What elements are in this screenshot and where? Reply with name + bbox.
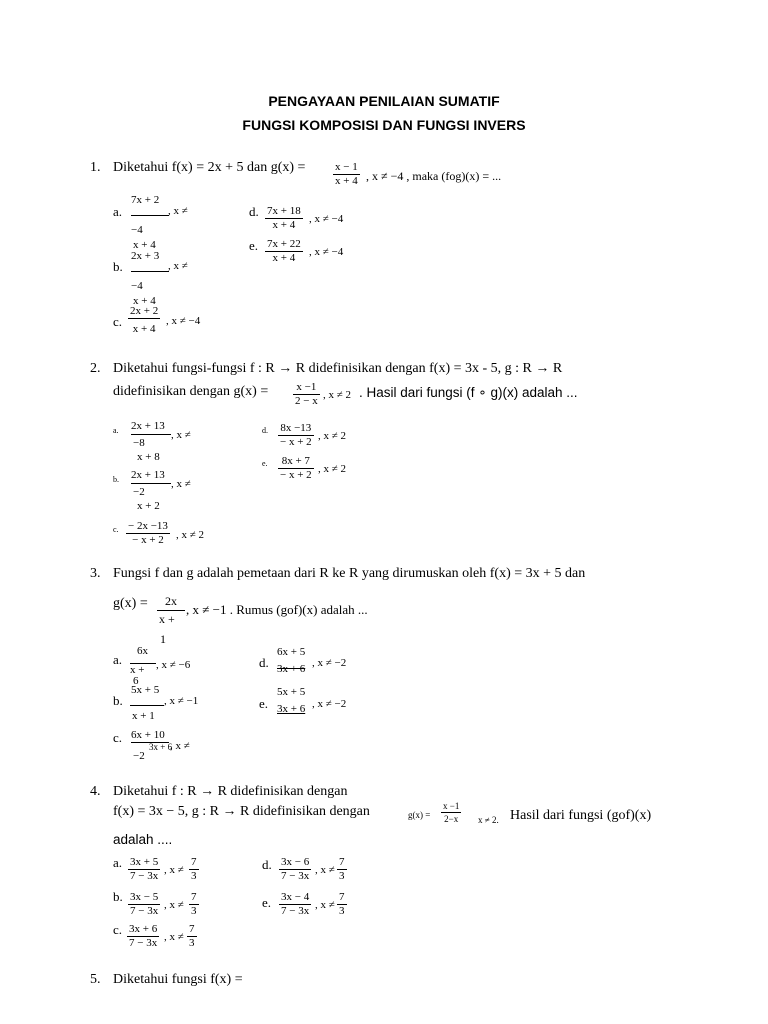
g-fraction xyxy=(441,800,461,825)
page-title: PENGAYAAN PENILAIAN SUMATIF xyxy=(268,93,500,109)
question-stem: Diketahui f : R → R didefinisikan dengan xyxy=(113,784,348,799)
option-fraction xyxy=(265,205,303,232)
option-text: −8 xyxy=(133,437,145,449)
fraction-bar xyxy=(157,610,185,611)
option-condition: , x ≠ −4 xyxy=(309,213,344,225)
numerator: 6x + 5 xyxy=(277,646,306,658)
condition-fraction xyxy=(189,891,199,918)
g-condition: , x ≠ 2 xyxy=(323,389,352,401)
option-label: b. xyxy=(113,693,123,708)
fraction-bar xyxy=(131,483,171,484)
option-condition: , x ≠ −2 xyxy=(312,698,347,710)
option-text: −2 xyxy=(133,750,145,762)
option-label: b. xyxy=(113,889,123,904)
option-fraction xyxy=(127,923,159,950)
option-fraction xyxy=(128,891,160,918)
numerator: x −1 xyxy=(293,381,320,395)
option-fraction xyxy=(279,891,311,918)
question-stem-tail: , x ≠ −1 . Rumus (gof)(x) adalah ... xyxy=(186,602,368,617)
option-condition: , x ≠ xyxy=(315,864,335,876)
option-numerator: 6x xyxy=(137,645,148,657)
question-stem: Fungsi f dan g adalah pemetaan dari R ke R yang dirumuskan oleh f(x) = 3x + 5 dan xyxy=(113,566,586,581)
option-label: d. xyxy=(259,655,269,670)
g-fraction xyxy=(333,161,360,188)
numerator: 8x + 7 xyxy=(278,455,314,469)
option-fraction xyxy=(275,686,307,716)
numerator: 7x + 22 xyxy=(267,238,301,250)
denominator: 2 − x xyxy=(295,395,318,407)
numerator: 3x + 5 xyxy=(130,856,159,868)
option-condition: , x ≠ xyxy=(315,899,335,911)
option-fraction xyxy=(275,646,307,676)
denominator: 2−x xyxy=(444,814,459,824)
denominator: x + 4 xyxy=(272,252,296,264)
option-condition: , x ≠ 2 xyxy=(176,529,205,541)
option-condition: , x ≠ 2 xyxy=(318,430,347,442)
option-condition: , x ≠ −4 xyxy=(166,315,201,327)
question-number: 1. xyxy=(90,160,101,175)
g-condition: x ≠ 2. xyxy=(478,815,499,825)
condition-fraction xyxy=(187,923,197,950)
option-numerator: 6x + 10 xyxy=(131,729,165,741)
denominator: 3x + 6 xyxy=(277,663,306,675)
denominator: 3 xyxy=(339,905,345,917)
denominator: x + 4 xyxy=(132,323,156,335)
g-fraction xyxy=(293,381,320,408)
option-fraction xyxy=(128,305,160,336)
option-label: a. xyxy=(113,652,123,667)
option-text: −4 xyxy=(131,224,143,236)
question-number: 2. xyxy=(90,361,101,376)
option-condition: , x ≠ xyxy=(170,740,190,752)
denominator: 7 − 3x xyxy=(281,870,310,882)
question-stem: adalah .... xyxy=(113,832,173,847)
condition-fraction xyxy=(337,891,347,918)
question-number: 3. xyxy=(90,566,101,581)
question-number: 5. xyxy=(90,972,101,987)
option-text: x + 4 xyxy=(133,239,156,251)
numerator: 5x + 5 xyxy=(277,686,306,698)
option-label: d. xyxy=(262,426,268,435)
denominator: 3 xyxy=(339,870,345,882)
option-denominator: 3x + 6 xyxy=(149,742,173,752)
question-stem: didefinisikan dengan g(x) = xyxy=(113,384,269,399)
denominator: x + 4 xyxy=(335,175,358,187)
numerator: 2x + 2 xyxy=(130,305,159,317)
option-condition: , x ≠ xyxy=(164,931,184,943)
option-text: −4 xyxy=(131,280,143,292)
option-fraction xyxy=(265,238,303,265)
denominator: 7 − 3x xyxy=(281,905,310,917)
option-label: e. xyxy=(262,895,272,910)
numerator: 8x −13 xyxy=(278,422,314,436)
option-condition: , x ≠ xyxy=(171,429,191,441)
question-stem-tail: . Hasil dari fungsi (f ∘ g)(x) adalah ... xyxy=(359,385,578,400)
option-fraction xyxy=(278,422,314,449)
denominator: 7 − 3x xyxy=(130,905,159,917)
option-denominator: 6 xyxy=(133,675,139,687)
option-numerator: 2x + 3 xyxy=(131,250,160,262)
g-denominator: 1 xyxy=(160,632,166,646)
option-text: x + 2 xyxy=(137,500,160,512)
fraction-bar xyxy=(131,215,169,216)
option-label: d. xyxy=(249,204,259,219)
option-fraction xyxy=(279,856,311,883)
numerator: 7x + 18 xyxy=(267,205,301,217)
numerator: 3x − 5 xyxy=(130,891,159,903)
question-stem: Diketahui fungsi-fungsi f : R → R didefinisikan dengan f(x) = 3x - 5, g : R → R xyxy=(113,361,563,376)
option-numerator: 2x + 13 xyxy=(131,420,165,432)
numerator: 7 xyxy=(339,856,345,868)
fraction-bar xyxy=(131,271,169,272)
option-label: e. xyxy=(262,459,268,468)
option-condition: , x ≠ −6 xyxy=(156,659,191,671)
question-stem-tail: , x ≠ −4 , maka (fog)(x) = ... xyxy=(366,169,502,183)
numerator: 3x + 6 xyxy=(129,923,158,935)
option-text: x + 8 xyxy=(137,451,160,463)
numerator: 7 xyxy=(339,891,345,903)
denominator: x + 4 xyxy=(272,219,296,231)
numerator: x −1 xyxy=(443,801,460,811)
denominator: − x + 2 xyxy=(132,534,164,546)
option-label: d. xyxy=(262,857,272,872)
option-denominator: x + xyxy=(130,664,145,676)
g-numerator: 2x xyxy=(165,594,177,608)
option-label: c. xyxy=(113,314,123,329)
fraction-bar xyxy=(130,705,164,706)
option-label: a. xyxy=(113,426,119,435)
option-condition: , x ≠ xyxy=(168,205,188,217)
denominator: 3 xyxy=(189,937,195,949)
option-condition: , x ≠ xyxy=(168,260,188,272)
option-fraction xyxy=(126,520,170,547)
page-subtitle: FUNGSI KOMPOSISI DAN FUNGSI INVERS xyxy=(242,117,526,133)
option-label: b. xyxy=(113,259,123,274)
numerator: x − 1 xyxy=(335,161,358,173)
option-label: c. xyxy=(113,922,123,937)
question-stem: g(x) = xyxy=(113,596,148,611)
numerator: 7 xyxy=(189,923,195,935)
option-condition: , x ≠ xyxy=(164,864,184,876)
option-numerator: 2x + 13 xyxy=(131,469,165,481)
numerator: 7 xyxy=(191,856,197,868)
option-fraction xyxy=(128,856,160,883)
question-stem-tail: Hasil dari fungsi (gof)(x) xyxy=(510,808,652,823)
option-label: a. xyxy=(113,204,123,219)
g-lhs: g(x) = xyxy=(408,810,431,820)
option-label: a. xyxy=(113,855,123,870)
option-condition: , x ≠ 2 xyxy=(318,463,347,475)
option-text: −2 xyxy=(133,486,145,498)
denominator: 3 xyxy=(191,870,197,882)
denominator: − x + 2 xyxy=(280,469,312,481)
question-stem: f(x) = 3x − 5, g : R → R didefinisikan dengan xyxy=(113,804,370,819)
option-label: e. xyxy=(259,696,269,711)
question-stem: Diketahui f(x) = 2x + 5 dan g(x) = xyxy=(113,160,306,175)
option-condition: , x ≠ xyxy=(171,478,191,490)
option-text: x + 4 xyxy=(133,295,156,307)
denominator: 3x + 6 xyxy=(277,703,306,715)
option-condition: , x ≠ xyxy=(164,899,184,911)
denominator: 7 − 3x xyxy=(130,870,159,882)
option-label: e. xyxy=(249,238,259,253)
option-condition: , x ≠ −2 xyxy=(312,657,347,669)
numerator: 3x − 4 xyxy=(281,891,310,903)
option-condition: , x ≠ −1 xyxy=(164,695,199,707)
option-numerator: 5x + 5 xyxy=(131,684,160,696)
numerator: 3x − 6 xyxy=(281,856,310,868)
denominator: − x + 2 xyxy=(280,436,312,448)
option-label: c. xyxy=(113,525,119,534)
question-stem: Diketahui fungsi f(x) = xyxy=(113,972,243,987)
question-number: 4. xyxy=(90,784,101,799)
option-label: c. xyxy=(113,730,123,745)
fraction-bar xyxy=(131,434,171,435)
option-denominator: x + 1 xyxy=(132,710,155,722)
condition-fraction xyxy=(189,856,199,883)
numerator: − 2x −13 xyxy=(128,520,168,532)
numerator: 7 xyxy=(191,891,197,903)
g-denominator: x + xyxy=(159,612,175,626)
denominator: 3 xyxy=(191,905,197,917)
option-fraction xyxy=(278,455,314,482)
denominator: 7 − 3x xyxy=(129,937,158,949)
option-numerator: 7x + 2 xyxy=(131,194,160,206)
option-condition: , x ≠ −4 xyxy=(309,246,344,258)
condition-fraction xyxy=(337,856,347,883)
option-label: b. xyxy=(113,475,119,484)
